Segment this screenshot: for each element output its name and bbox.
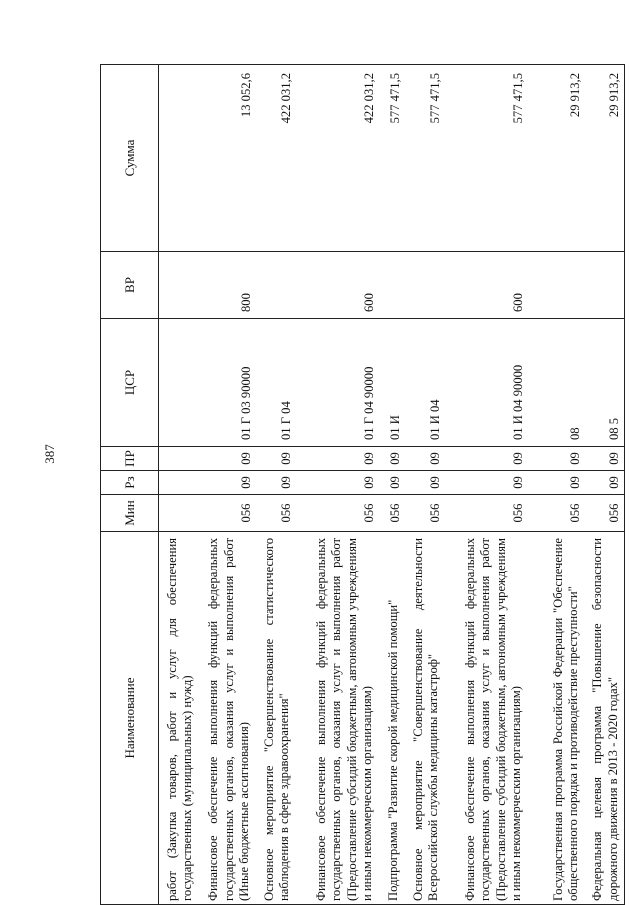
row-vr (256, 252, 296, 319)
row-name: Основное мероприятие "Совершенствование статистического наблюдения в сфере здравоохранения" (256, 532, 296, 905)
header-sum: Сумма (101, 65, 159, 252)
table-row (199, 65, 256, 905)
row-csr: 08 5 (585, 319, 625, 447)
table-row (405, 65, 445, 905)
row-pr: 09 (585, 447, 625, 471)
row-min: 056 (405, 495, 445, 532)
row-min: 056 (256, 495, 296, 532)
row-name: Финансовое обеспечение выполнения функций федеральных государственных органов, оказания услуг и выполнения работ (Иные бюджетные ассигнования) (199, 532, 256, 905)
row-name: работ (Закупка товаров, работ и услуг для обеспечения государственных (муниципальных) нужд) (159, 532, 199, 905)
row-sum (159, 65, 199, 252)
row-min: 056 (585, 495, 625, 532)
row-sum: 13 052,6 (199, 65, 256, 252)
table-row (445, 65, 528, 905)
row-min (159, 495, 199, 532)
row-csr: 01 Г 03 90000 (199, 319, 256, 447)
row-vr: 600 (296, 252, 379, 319)
header-pr: ПР (101, 447, 159, 471)
page-number: 387 (42, 444, 57, 464)
row-sum: 577 471,5 (405, 65, 445, 252)
row-pr: 09 (405, 447, 445, 471)
row-pr: 09 (528, 447, 585, 471)
row-pr: 09 (379, 447, 405, 471)
row-csr: 01 Г 04 (256, 319, 296, 447)
row-name: Основное мероприятие "Совершенствование деятельности Всероссийской службы медицины катастроф" (405, 532, 445, 905)
row-min: 056 (379, 495, 405, 532)
header-rz: Рз (101, 471, 159, 495)
row-rz: 09 (199, 471, 256, 495)
row-vr: 800 (199, 252, 256, 319)
rotated-page (100, 65, 621, 905)
row-pr: 09 (256, 447, 296, 471)
row-rz (159, 471, 199, 495)
row-rz: 09 (445, 471, 528, 495)
row-csr: 01 И (379, 319, 405, 447)
row-rz: 09 (296, 471, 379, 495)
table-row (159, 65, 199, 905)
row-sum: 577 471,5 (445, 65, 528, 252)
row-pr: 09 (199, 447, 256, 471)
row-rz: 09 (256, 471, 296, 495)
row-min: 056 (296, 495, 379, 532)
row-sum: 422 031,2 (296, 65, 379, 252)
row-rz: 09 (585, 471, 625, 495)
row-name: Государственная программа Российской Федерации "Обеспечение общественного порядка и противодействие преступности" (528, 532, 585, 905)
row-rz: 09 (405, 471, 445, 495)
header-csr: ЦСР (101, 319, 159, 447)
header-vr: ВР (101, 252, 159, 319)
row-csr: 01 И 04 90000 (445, 319, 528, 447)
row-name: Финансовое обеспечение выполнения функций федеральных государственных органов, оказания услуг и выполнения работ (Предоставление субсидий бюджетным, автономным учреждениям и иным некоммерческим организациям) (445, 532, 528, 905)
row-sum: 422 031,2 (256, 65, 296, 252)
row-vr (379, 252, 405, 319)
row-vr: 600 (445, 252, 528, 319)
row-csr (159, 319, 199, 447)
row-min: 056 (445, 495, 528, 532)
table-row (379, 65, 405, 905)
row-name: Федеральная целевая программа "Повышение безопасности дорожного движения в 2013 - 2020 годах" (585, 532, 625, 905)
row-vr (585, 252, 625, 319)
row-sum: 29 913,2 (585, 65, 625, 252)
row-pr (159, 447, 199, 471)
row-sum: 577 471,5 (379, 65, 405, 252)
row-pr: 09 (445, 447, 528, 471)
row-name: Подпрограмма "Развитие скорой медицинской помощи" (379, 532, 405, 905)
row-vr (405, 252, 445, 319)
header-min: Мин (101, 495, 159, 532)
row-name: Финансовое обеспечение выполнения функций федеральных государственных органов, оказания услуг и выполнения работ (Предоставление субсидий бюджетным, автономным учреждениям и иным некоммерческим организациям) (296, 532, 379, 905)
row-rz: 09 (528, 471, 585, 495)
row-sum: 29 913,2 (528, 65, 585, 252)
budget-table (100, 64, 625, 905)
row-csr: 08 (528, 319, 585, 447)
row-vr (528, 252, 585, 319)
row-csr: 01 Г 04 90000 (296, 319, 379, 447)
row-min: 056 (528, 495, 585, 532)
row-rz: 09 (379, 471, 405, 495)
header-name: Наименование (101, 532, 159, 905)
row-min: 056 (199, 495, 256, 532)
row-vr (159, 252, 199, 319)
header-row (101, 65, 159, 905)
table-row (256, 65, 296, 905)
table-row (296, 65, 379, 905)
table-row (585, 65, 625, 905)
row-pr: 09 (296, 447, 379, 471)
row-csr: 01 И 04 (405, 319, 445, 447)
table-row (528, 65, 585, 905)
